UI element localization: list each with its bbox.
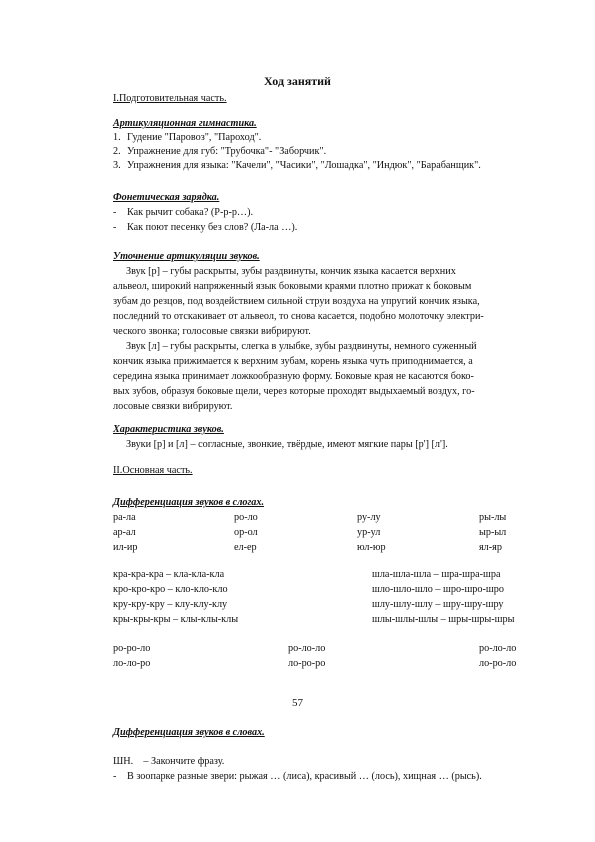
- syllable-chain: кру-кру-кру – клу-клу-клу: [113, 599, 228, 610]
- paragraph-line: зубам до резцов, под воздействием сильной струи воздуха на упругий кончик языка,: [113, 296, 480, 307]
- syllable-chain: шлу-шлу-шлу – шру-шру-шру: [372, 599, 504, 610]
- syllable-triple: ро-ло-ло: [288, 643, 326, 654]
- syllable-cell: ро-ло: [234, 512, 258, 523]
- page-number: 57: [292, 697, 303, 709]
- syllable-cell: ра-ла: [113, 512, 136, 523]
- syllable-cell: ел-ер: [234, 542, 257, 553]
- heading-sound-characteristics: Характеристика звуков.: [113, 424, 224, 435]
- list-item: 1. Гудение "Паровоз", "Пароход".: [113, 132, 262, 143]
- paragraph-line: последний то отскакивает от альвеол, то снова касается, подобно молоточку электри-: [113, 311, 484, 322]
- paragraph-line: ческого звонка; голосовые связки вибрируют.: [113, 326, 311, 337]
- paragraph-line: Звук [л] – губы раскрыты, слегка в улыбке, зубы раздвинуты, немного суженный: [126, 341, 477, 352]
- syllable-triple: ло-ро-ро: [288, 658, 326, 669]
- syllable-cell: ар-ал: [113, 527, 136, 538]
- syllable-chain: шло-шло-шло – шро-шро-шро: [372, 584, 504, 595]
- list-item: - В зоопарке разные звери: рыжая … (лиса), красивый … (лось), хищная … (рысь).: [113, 771, 482, 782]
- paragraph-line: середина языка принимает ложкообразную форму. Боковые края не касаются боко-: [113, 371, 474, 382]
- list-item: 3. Упражнения для языка: "Качели", "Часики", "Лошадка", "Индюк", "Барабанщик".: [113, 160, 481, 171]
- syllable-cell: ыр-ыл: [479, 527, 507, 538]
- heading-word-differentiation: Дифференциация звуков в словах.: [113, 727, 265, 738]
- syllable-chain: шла-шла-шла – шра-шра-шра: [372, 569, 501, 580]
- syllable-chain: кра-кра-кра – кла-кла-кла: [113, 569, 225, 580]
- section-heading-main: II.Основная часть.: [113, 465, 193, 476]
- paragraph-line: кончик языка прижимается к верхним зубам, корень языка чуть приподнимается, а: [113, 356, 473, 367]
- syllable-cell: ил-ир: [113, 542, 138, 553]
- syllable-cell: юл-юр: [357, 542, 386, 553]
- syllable-triple: ро-ро-ло: [113, 643, 151, 654]
- syllable-cell: ял-яр: [479, 542, 502, 553]
- syllable-cell: ры-лы: [479, 512, 507, 523]
- heading-phonetic-warmup: Фонетическая зарядка.: [113, 192, 220, 203]
- page-title: Ход занятий: [264, 74, 331, 88]
- list-item: - Как рычит собака? (Р-р-р…).: [113, 207, 254, 218]
- paragraph-line: Звук [р] – губы раскрыты, зубы раздвинуты, кончик языка касается верхних: [126, 266, 456, 277]
- paragraph-line: Звуки [р] и [л] – согласные, звонкие, твёрдые, имеют мягкие пары [р'] [л'].: [126, 439, 448, 450]
- list-item: - Как поют песенку без слов? (Ла-ла …).: [113, 222, 298, 233]
- list-item: 2. Упражнение для губ: "Трубочка"- "Заборчик".: [113, 146, 327, 157]
- paragraph-line: вых зубов, образуя боковые щели, через которые проходят выдыхаемый воздух, го-: [113, 386, 475, 397]
- syllable-chain: шлы-шлы-шлы – шры-шры-шры: [372, 614, 515, 625]
- syllable-chain: кры-кры-кры – клы-клы-клы: [113, 614, 239, 625]
- syllable-triple: ло-ло-ро: [113, 658, 151, 669]
- paragraph-line: альвеол, широкий напряженный язык боковыми краями плотно прижат к боковым: [113, 281, 472, 292]
- paragraph-line: лосовые связки вибрируют.: [113, 401, 233, 412]
- heading-articulation-clarification: Уточнение артикуляции звуков.: [113, 251, 260, 262]
- syllable-cell: ур-ул: [357, 527, 381, 538]
- syllable-cell: ру-лу: [357, 512, 381, 523]
- heading-syllable-differentiation: Дифференциация звуков в слогах.: [113, 497, 265, 508]
- heading-articulation-gymnastics: Артикуляционная гимнастика.: [113, 118, 257, 129]
- syllable-triple: ло-ро-ло: [479, 658, 517, 669]
- task-text: ШН. – Закончите фразу.: [113, 756, 225, 767]
- syllable-cell: ор-ол: [234, 527, 258, 538]
- section-heading-preparatory: I.Подготовительная часть.: [113, 93, 227, 104]
- syllable-chain: кро-кро-кро – кло-кло-кло: [113, 584, 228, 595]
- syllable-triple: ро-ло-ло: [479, 643, 517, 654]
